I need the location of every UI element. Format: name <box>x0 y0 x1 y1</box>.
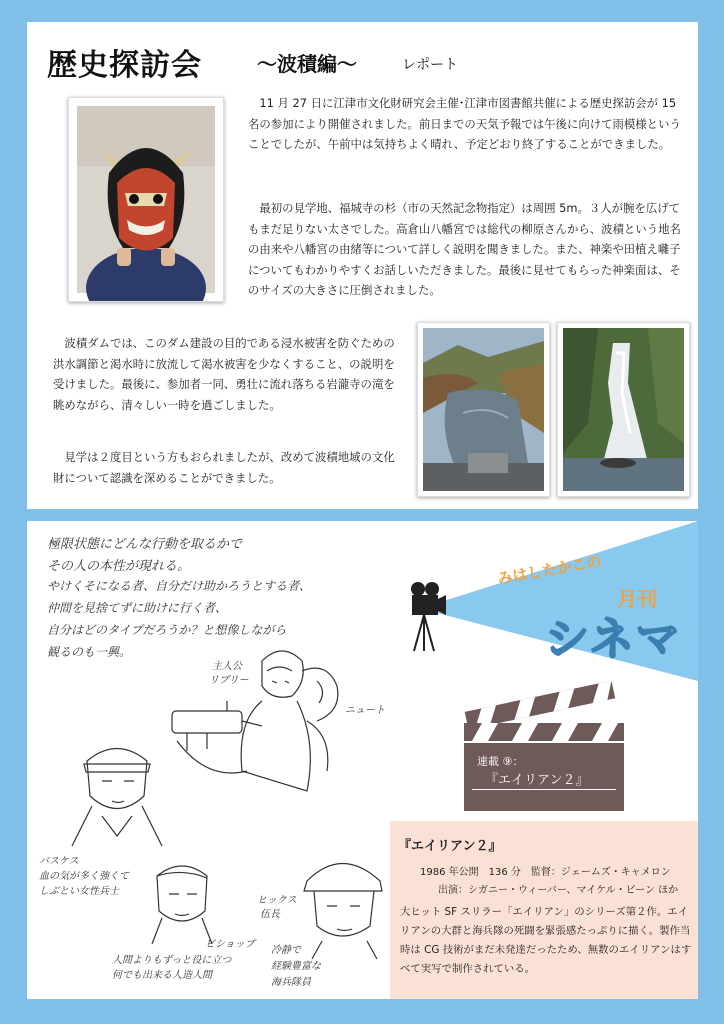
report-title: 歴史探訪会 <box>47 48 202 83</box>
hicks-desc-2: 経験豊富な <box>271 961 321 972</box>
bishop-sketch <box>137 856 227 946</box>
hicks-name: ヒックス <box>257 895 297 906</box>
report-subtitle: ～波積編～ <box>257 52 357 76</box>
ripley-name: リプリー <box>209 675 249 686</box>
bishop-desc-1: 人間よりもずっと役に立つ <box>112 955 232 966</box>
hicks-sketch <box>292 851 392 961</box>
bishop-desc-2: 何でも出来る人造人間 <box>112 970 212 981</box>
vasquez-name: バスケス <box>39 856 79 867</box>
paragraph-intro: 11 月 27 日に江津市文化財研究会主催･江津市図書館共催による歴史探訪会が 15 名の参加により開催されました。前日までの天気予報では午後に向けて雨模様ということでしたが、午前中は気持ちよく晴れ、予定どおり終了することができました。 <box>248 96 681 152</box>
clapperboard-hinge-bar <box>464 721 624 743</box>
vasquez-desc-2: しぶとい女性兵士 <box>39 886 119 897</box>
projector-icon <box>412 595 438 615</box>
intro-line-2: その人の本性が現れる。 <box>47 559 191 574</box>
review-info-2: 出演：シガニー・ウィーバー、マイケル・ビーン ほか <box>438 885 679 896</box>
newt-name: ニュート <box>345 705 385 716</box>
cinema-panel <box>27 521 698 999</box>
intro-line-4: 仲間を見捨てずに助けに行く者、 <box>47 601 228 615</box>
intro-line-1: 極限状態にどんな行動を取るかで <box>47 537 243 552</box>
intro-line-3: やけくそになる者、自分だけ助かろうとする者、 <box>47 579 312 593</box>
series-title: 『エイリアン２』 <box>485 773 589 788</box>
review-info-1: 1986 年公開 136 分 監督：ジェームズ・キャメロン <box>420 867 671 878</box>
vasquez-desc-1: 血の気が多く強くて <box>39 871 129 882</box>
ripley-role: 主人公 <box>212 661 242 672</box>
ripley-sketch <box>167 641 377 841</box>
dam-photo <box>417 322 550 497</box>
review-box <box>390 821 698 999</box>
kagura-mask-photo <box>68 97 224 302</box>
waterfall-photo <box>557 322 690 497</box>
review-title: 『エイリアン２』 <box>398 839 502 854</box>
logo-small-text: みはしたかこの <box>496 552 603 588</box>
intro-line-6: 観るのも一興。 <box>47 645 132 659</box>
logo-monthly: 月刊 <box>617 587 657 611</box>
vasquez-sketch <box>62 736 172 856</box>
hicks-rank: 伍長 <box>260 909 280 920</box>
series-label: 連載 ⑨： <box>477 755 524 768</box>
intro-line-5: 自分はどのタイプだろうか？と想像しながら <box>47 623 287 637</box>
hicks-desc-3: 海兵隊員 <box>271 977 311 988</box>
paragraph-dam: 波積ダムでは、このダム建設の目的である浸水被害を防ぐための洪水調節と渇水時に放流して渇水被害を少なくすること、の説明を受けました。最後に、参加者一同、勇壮に流れ落ちる岩瀧寺の滝を眺めながら、清々しい一時を過ごしました。 <box>53 336 395 412</box>
clapperboard-rule <box>472 789 616 790</box>
logo-cinema: シネマ <box>545 614 682 665</box>
review-body: 大ヒット SF スリラー「エイリアン」のシリーズ第２作。エイリアンの大群と海兵隊の死闘を緊張感たっぷりに描く。製作当時は CG 技術がまだ未発達だったため、無数のエイリアンはすべて実写で制作されている。 <box>400 906 692 975</box>
hicks-desc-1: 冷静で <box>271 945 301 956</box>
report-tag: レポート <box>402 57 458 73</box>
paragraph-fukujoji: 最初の見学地、福城寺の杉（市の天然記念物指定）は周囲 5m。３人が腕を広げてもまだ足りない太さでした。高倉山八幡宮では総代の柳原さんから、波積という地名の由来や八幡宮の由緒等について詳しく説明を聞きました。また、神楽や田植え囃子についてもわかりやすくお話しいただきました。最後に見せてもらった神楽面は、そのサイズの大きさに圧倒されました。 <box>248 201 681 298</box>
report-panel <box>27 22 698 509</box>
paragraph-closing: 見学は２度目という方もおられましたが、改めて波積地域の文化財について認識を深めることができました。 <box>53 450 395 485</box>
bishop-name: ビショップ <box>205 939 255 950</box>
